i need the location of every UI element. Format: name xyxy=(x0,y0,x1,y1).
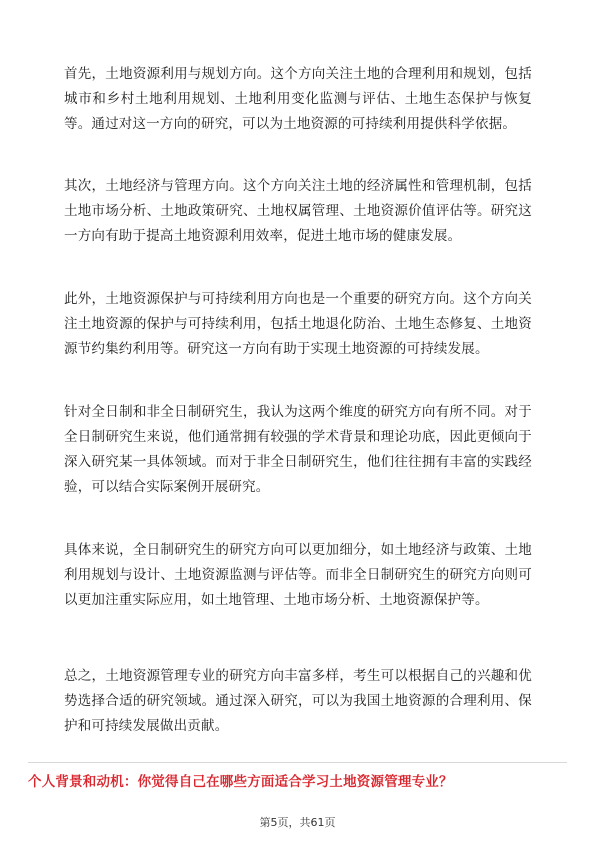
question-heading: 个人背景和动机：你觉得自己在哪些方面适合学习土地资源管理专业？ xyxy=(28,774,453,790)
page-number-footer: 第5页，共61页 xyxy=(259,816,336,829)
paragraph-conclusion: 总之，土地资源管理专业的研究方向丰富多样，考生可以根据自己的兴趣和优势选择合适的研究领域。通过深入研究，可以为我国土地资源的合理利用、保护和可持续发展做出贡献。 xyxy=(64,668,532,734)
paragraph-specifics: 具体来说，全日制研究生的研究方向可以更加细分，如土地经济与政策、土地利用规划与设计、土地资源监测与评估等。而非全日制研究生的研究方向则可以更加注重实际应用，如土地管理、土地市场分析、土地资源保护等。 xyxy=(64,542,532,608)
section-divider xyxy=(28,762,567,763)
paragraph-land-economics: 其次，土地经济与管理方向。这个方向关注土地的经济属性和管理机制，包括土地市场分析、土地政策研究、土地权属管理、土地资源价值评估等。研究这一方向有助于提高土地资源利用效率，促进土地市场的健康发展。 xyxy=(64,178,532,244)
paragraph-land-use-planning: 首先，土地资源利用与规划方向。这个方向关注土地的合理利用和规划，包括城市和乡村土地利用规划、土地利用变化监测与评估、土地生态保护与恢复等。通过对这一方向的研究，可以为土地资源的可持续利用提供科学依据。 xyxy=(64,66,532,132)
paragraph-fulltime-parttime: 针对全日制和非全日制研究生，我认为这两个维度的研究方向有所不同。对于全日制研究生来说，他们通常拥有较强的学术背景和理论功底，因此更倾向于深入研究某一具体领域。而对于非全日制研究生，他们往往拥有丰富的实践经验，可以结合实际案例开展研究。 xyxy=(64,404,532,495)
paragraph-land-protection: 此外，土地资源保护与可持续利用方向也是一个重要的研究方向。这个方向关注土地资源的保护与可持续利用，包括土地退化防治、土地生态修复、土地资源节约集约利用等。研究这一方向有助于实现土地资源的可持续发展。 xyxy=(64,291,532,357)
